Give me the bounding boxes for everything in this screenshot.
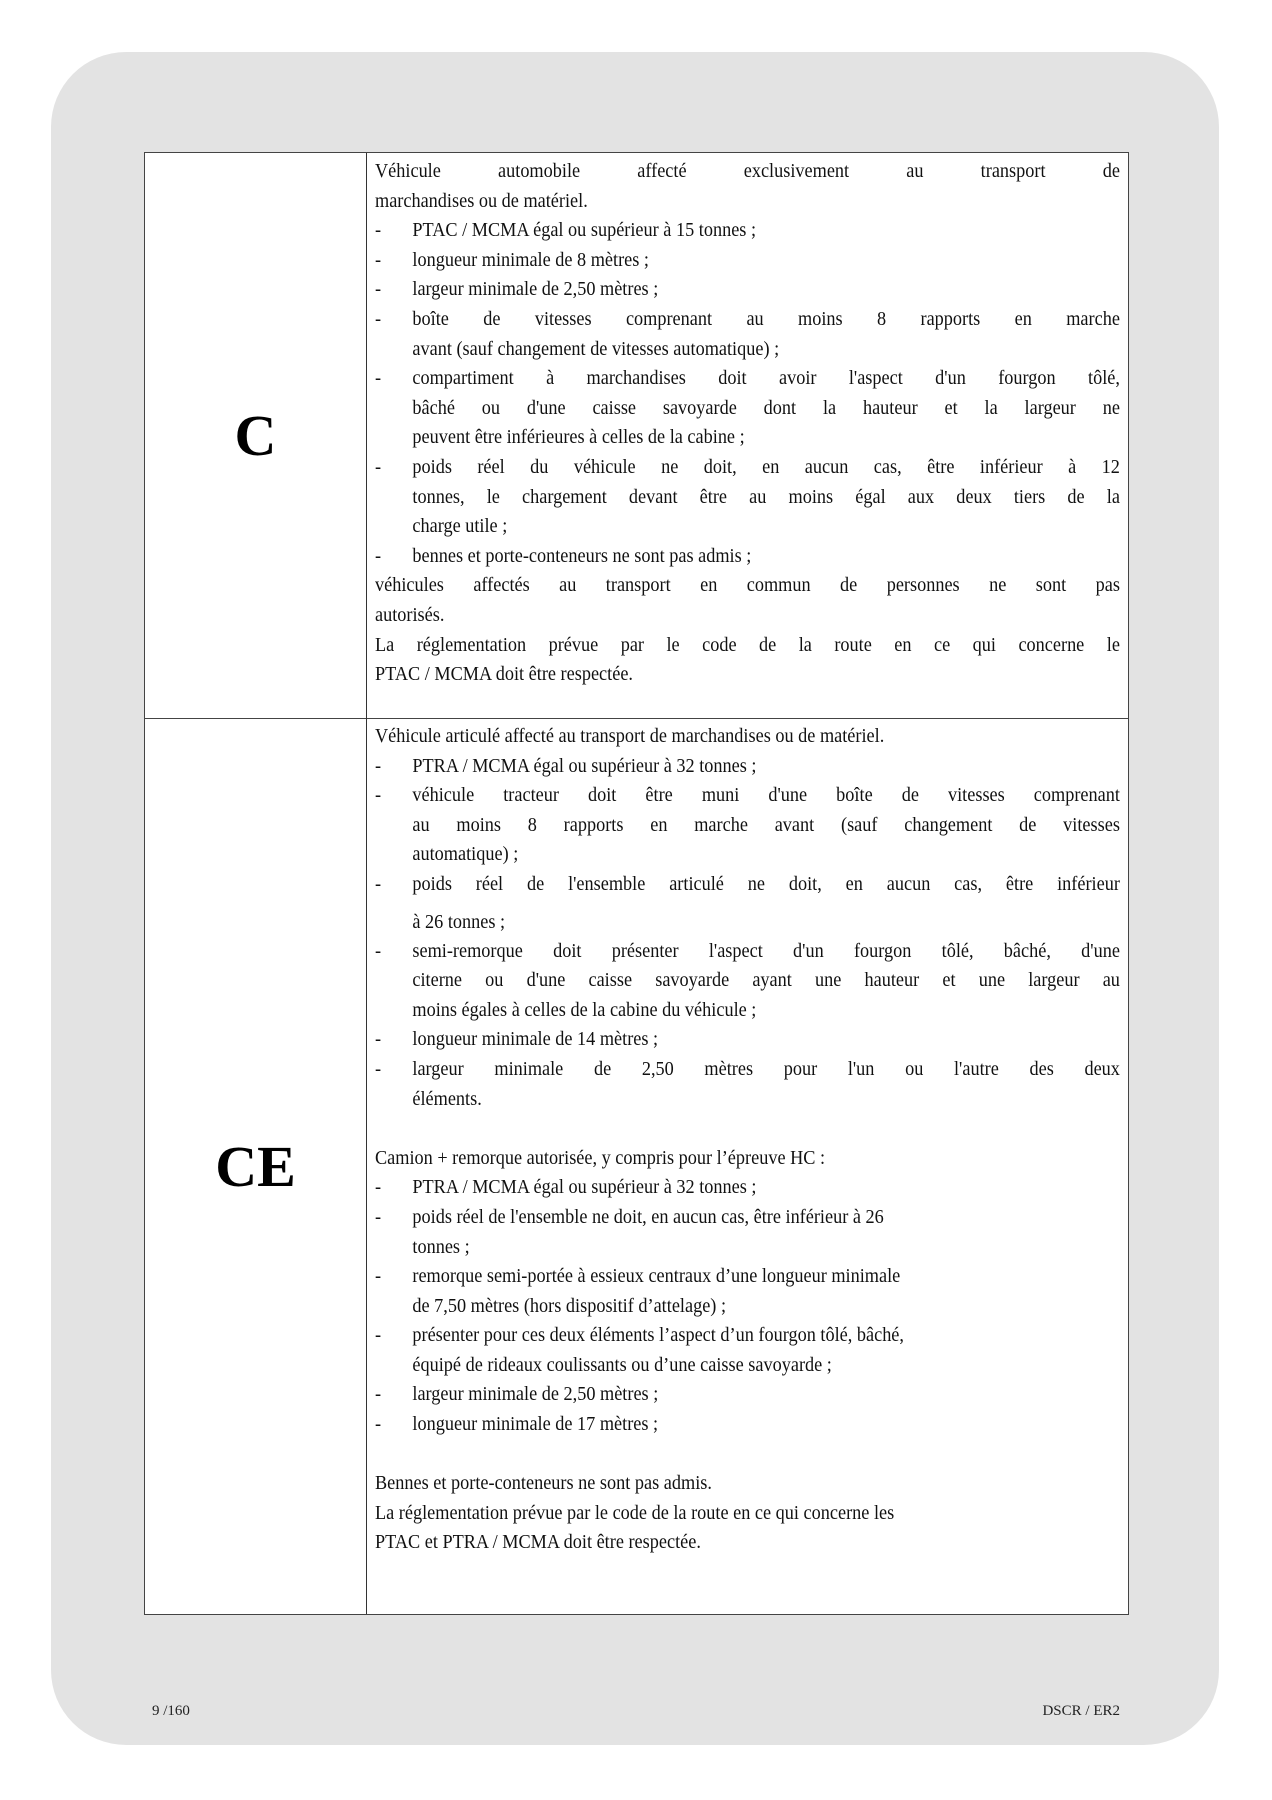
text-line [375,900,1120,937]
description-cell-ce [375,722,1120,1558]
text-line [375,423,1120,453]
bullet-item-line [375,453,1120,483]
table-row-ce [145,718,1128,1614]
bullet-dash: - [375,784,382,807]
text-line [375,335,1120,365]
line-text: remorque semi-portée à essieux centraux d’une longueur minimale [412,1265,901,1288]
line-text: PTAC / MCMA égal ou supérieur à 15 tonnes ; [412,219,757,242]
text-line [375,840,1120,870]
line-text: La réglementation prévue par le code de la route en ce qui concerne le [375,633,1120,656]
bullet-dash: - [375,1205,382,1228]
bullet-dash: - [375,1413,382,1436]
text-line [375,722,1120,752]
line-text: tonnes, le chargement devant être au moins égal aux deux tiers de la [412,485,1120,508]
line-text: poids réel de l'ensemble articulé ne doit, en aucun cas, être inférieur [412,872,1120,895]
line-text: largeur minimale de 2,50 mètres ; [412,278,659,301]
line-text: bennes et porte-conteneurs ne sont pas admis ; [412,544,752,567]
text-line [375,394,1120,424]
description-cell-c [375,157,1120,690]
document-reference: DSCR / ER2 [1042,1703,1120,1719]
text-line [375,157,1120,187]
bullet-item-line [375,275,1120,305]
bullet-dash: - [375,307,382,330]
line-text: boîte de vitesses comprenant au moins 8 rapports en marche [412,307,1120,330]
line-text: véhicules affectés au transport en commun de personnes ne sont pas [375,574,1120,597]
bullet-dash: - [375,544,382,567]
bullet-item-line [375,1203,1120,1233]
bullet-dash: - [375,219,382,242]
table-row-c [145,153,1128,719]
bullet-item-line [375,1410,1120,1440]
line-text: autorisés. [375,603,445,626]
bullet-dash: - [375,1383,382,1406]
bullet-dash: - [375,1057,382,1080]
text-line [375,483,1120,513]
text-line [375,601,1120,631]
line-text: véhicule tracteur doit être muni d'une boîte de vitesses comprenant [412,784,1120,807]
bullet-dash: - [375,1324,382,1347]
text-line [375,660,1120,690]
text-line [375,1469,1120,1499]
text-line [375,512,1120,542]
line-text: La réglementation prévue par le code de la route en ce qui concerne les [375,1501,895,1524]
bullet-item-line [375,542,1120,572]
category-label-c: C [234,403,277,468]
bullet-dash: - [375,455,382,478]
line-text: de 7,50 mètres (hors dispositif d’attelage) ; [412,1294,727,1317]
line-text: semi-remorque doit présenter l'aspect d'un fourgon tôlé, bâché, d'une [412,939,1120,962]
text-line [375,811,1120,841]
text-line [375,966,1120,996]
line-text: moins égales à celles de la cabine du véhicule ; [412,998,757,1021]
text-line [375,1233,1120,1263]
line-text: PTRA / MCMA égal ou supérieur à 32 tonnes ; [412,754,757,777]
page-number: 9 /160 [152,1703,190,1719]
line-text: tonnes ; [412,1235,470,1258]
line-text: longueur minimale de 14 mètres ; [412,1028,659,1051]
bullet-item-line [375,216,1120,246]
line-text: au moins 8 rapports en marche avant (sauf changement de vitesses [412,813,1120,836]
line-text: PTAC et PTRA / MCMA doit être respectée. [375,1531,701,1554]
category-cell-ce [145,718,367,1614]
bullet-item-line [375,1025,1120,1055]
text-line [375,1085,1120,1115]
line-text: largeur minimale de 2,50 mètres pour l'un ou l'autre des deux [412,1057,1120,1080]
bullet-item-line [375,1262,1120,1292]
line-text: charge utile ; [412,515,508,538]
line-text: citerne ou d'une caisse savoyarde ayant une hauteur et une largeur au [412,969,1120,992]
line-text: peuvent être inférieures à celles de la cabine ; [412,426,745,449]
category-cell-c [145,153,367,718]
category-label-ce: CE [215,1133,296,1199]
line-text: équipé de rideaux coulissants ou d’une caisse savoyarde ; [412,1353,832,1376]
bullet-item-line [375,305,1120,335]
line-text: longueur minimale de 17 mètres ; [412,1413,659,1436]
text-line [375,1292,1120,1322]
bullet-dash: - [375,1176,382,1199]
line-text: PTRA / MCMA égal ou supérieur à 32 tonnes ; [412,1176,757,1199]
line-text: poids réel du véhicule ne doit, en aucun cas, être inférieur à 12 [412,455,1120,478]
text-line [375,1144,1120,1174]
bullet-dash: - [375,754,382,777]
blank-line [375,1114,1120,1144]
bullet-dash: - [375,367,382,390]
bullet-item-line [375,364,1120,394]
text-line [375,187,1120,217]
bullet-item-line [375,1380,1120,1410]
line-text: marchandises ou de matériel. [375,189,588,212]
bullet-item-line [375,1173,1120,1203]
line-text: Véhicule automobile affecté exclusivement au transport de [375,160,1120,182]
line-text: automatique) ; [412,843,519,866]
bullet-item-line [375,1321,1120,1351]
line-text: poids réel de l'ensemble ne doit, en aucun cas, être inférieur à 26 [412,1205,884,1228]
line-text: PTAC / MCMA doit être respectée. [375,663,633,686]
text-line [375,1528,1120,1558]
text-line [375,1351,1120,1381]
text-line [375,996,1120,1026]
bullet-item-line [375,752,1120,782]
bullet-dash: - [375,1028,382,1051]
bullet-dash: - [375,248,382,271]
line-text: à 26 tonnes ; [412,910,506,933]
bullet-item-line [375,937,1120,967]
bullet-dash: - [375,278,382,301]
line-text: Camion + remorque autorisée, y compris pour l’épreuve HC : [375,1146,826,1169]
bullet-item-line [375,1055,1120,1085]
line-text: présenter pour ces deux éléments l’aspect d’un fourgon tôlé, bâché, [412,1324,904,1347]
line-text: Véhicule articulé affecté au transport de marchandises ou de matériel. [375,725,885,747]
text-line [375,571,1120,601]
line-text: avant (sauf changement de vitesses automatique) ; [412,337,780,360]
line-text: bâché ou d'une caisse savoyarde dont la hauteur et la largeur ne [412,396,1120,419]
text-line [375,631,1120,661]
line-text: éléments. [412,1087,482,1110]
blank-line [375,1440,1120,1470]
line-text: Bennes et porte-conteneurs ne sont pas admis. [375,1472,712,1495]
text-line [375,1499,1120,1529]
bullet-dash: - [375,939,382,962]
bullet-item-line [375,870,1120,900]
line-text: largeur minimale de 2,50 mètres ; [412,1383,659,1406]
bullet-item-line [375,246,1120,276]
category-table [144,152,1129,1615]
bullet-dash: - [375,1265,382,1288]
line-text: longueur minimale de 8 mètres ; [412,248,649,271]
line-text: compartiment à marchandises doit avoir l'aspect d'un fourgon tôlé, [412,367,1120,390]
bullet-dash: - [375,872,382,895]
bullet-item-line [375,781,1120,811]
